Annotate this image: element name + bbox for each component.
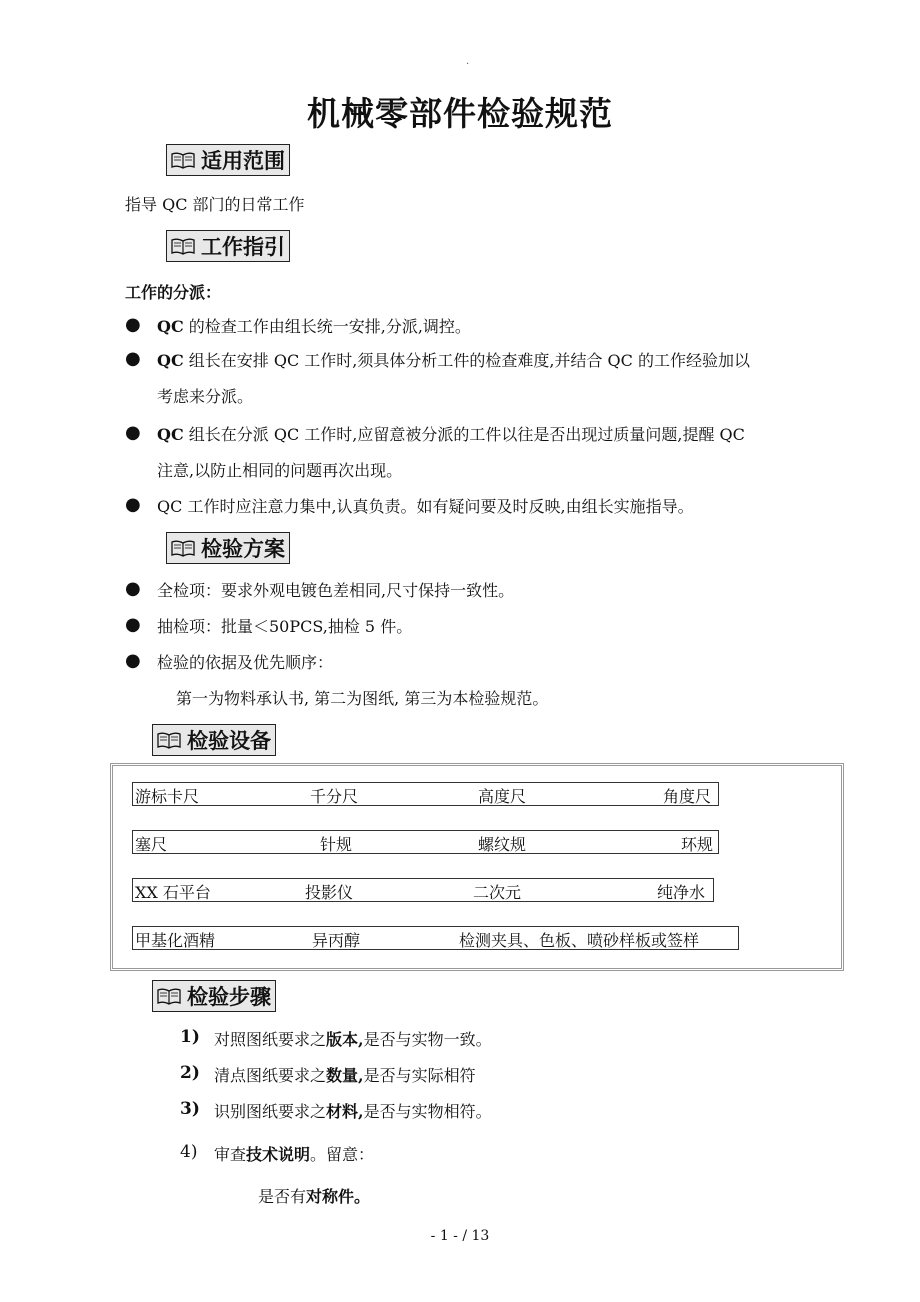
section-heading-steps — [152, 980, 276, 1012]
book-icon — [157, 731, 181, 749]
step-text: 。留意： — [310, 1145, 375, 1164]
bullet-text: 的检查工作由组长统一安排,分派,调控。 — [183, 317, 471, 336]
equipment-item: 螺纹规 — [478, 835, 527, 854]
book-icon — [157, 987, 181, 1005]
equipment-item: 塞尺 — [135, 835, 168, 854]
equipment-row — [132, 782, 719, 806]
bullet-icon: ● — [125, 314, 141, 335]
step-item — [180, 1099, 492, 1122]
equipment-item: 千分尺 — [310, 787, 359, 806]
section-heading-label: 工作指引 — [201, 235, 285, 259]
step-keyword: 材料, — [326, 1102, 364, 1121]
bullet-lead: QC — [157, 425, 184, 444]
equipment-item: 甲基化酒精 — [135, 931, 216, 950]
section-heading-equipment — [152, 724, 276, 756]
step-number: 2) — [180, 1063, 200, 1083]
step-text: 审查 — [214, 1145, 247, 1164]
list-item — [125, 494, 845, 517]
bullet-text: 检验的依据及优先顺序： — [157, 653, 334, 672]
bullet-icon: ● — [125, 494, 141, 515]
step-text: 对照图纸要求之 — [214, 1030, 327, 1049]
section-heading-label: 检验步骤 — [187, 985, 271, 1009]
section-heading-scope — [166, 144, 290, 176]
bullet-icon: ● — [125, 422, 141, 443]
guide-subheading: 工作的分派： — [125, 283, 222, 302]
step-text: 清点图纸要求之 — [214, 1066, 327, 1085]
step-text: 是否有 — [258, 1187, 307, 1206]
equipment-item: 检测夹具、色板、喷砂样板或签样 — [459, 931, 700, 950]
equipment-row — [132, 926, 739, 950]
equipment-item: 二次元 — [473, 883, 522, 902]
page-title: 机械零部件检验规范 — [307, 94, 613, 133]
step-number: 4) — [180, 1142, 198, 1162]
header-mark: . — [466, 56, 470, 67]
bullet-icon: ● — [125, 650, 141, 671]
section-heading-label: 检验设备 — [187, 729, 271, 753]
step-item — [180, 1063, 476, 1086]
section-heading-label: 适用范围 — [201, 149, 285, 173]
equipment-row — [132, 878, 714, 902]
list-item — [125, 348, 845, 371]
equipment-item: 角度尺 — [663, 787, 712, 806]
step-item — [180, 1027, 492, 1050]
bullet-icon: ● — [125, 348, 141, 369]
bullet-lead: QC — [157, 317, 184, 336]
list-item — [125, 650, 845, 673]
bullet-text: 抽检项：批量＜50PCS,抽检 5 件。 — [157, 617, 413, 636]
step-text: 识别图纸要求之 — [214, 1102, 327, 1121]
equipment-item: 纯净水 — [657, 883, 706, 902]
section-heading-guide — [166, 230, 290, 262]
step-text: 是否与实物一致。 — [363, 1030, 492, 1049]
bullet-continuation: 考虑来分派。 — [157, 387, 254, 406]
step-subitem — [258, 1184, 370, 1207]
list-item — [125, 422, 845, 445]
section-heading-plan — [166, 532, 290, 564]
plan-note: 第一为物料承认书, 第二为图纸, 第三为本检验规范。 — [176, 689, 549, 708]
step-number: 3) — [180, 1099, 200, 1119]
equipment-item: 游标卡尺 — [135, 787, 200, 806]
bullet-text: 全检项：要求外观电镀色差相同,尺寸保持一致性。 — [157, 581, 515, 600]
list-item — [125, 578, 845, 601]
step-number: 1) — [180, 1027, 200, 1047]
bullet-lead: QC — [157, 351, 184, 370]
step-keyword: 版本, — [326, 1030, 364, 1049]
step-text: 是否与实际相符 — [363, 1066, 476, 1085]
equipment-item: 针规 — [320, 835, 353, 854]
bullet-icon: ● — [125, 578, 141, 599]
book-icon — [171, 237, 195, 255]
step-keyword: 对称件。 — [306, 1187, 371, 1206]
bullet-icon: ● — [125, 614, 141, 635]
book-icon — [171, 539, 195, 557]
step-keyword: 技术说明 — [246, 1145, 311, 1164]
bullet-text: QC 工作时应注意力集中,认真负责。如有疑问要及时反映,由组长实施指导。 — [157, 497, 694, 516]
page-footer: - 1 - / 13 — [430, 1228, 490, 1244]
scope-text: 指导 QC 部门的日常工作 — [125, 195, 305, 214]
equipment-item: 投影仪 — [305, 883, 354, 902]
equipment-item: 环规 — [681, 835, 714, 854]
list-item — [125, 614, 845, 637]
equipment-item: 高度尺 — [478, 787, 527, 806]
step-text: 是否与实物相符。 — [363, 1102, 492, 1121]
equipment-item: 异丙醇 — [312, 931, 361, 950]
bullet-continuation: 注意,以防止相同的问题再次出现。 — [157, 461, 403, 480]
bullet-text: 组长在安排 QC 工作时,须具体分析工件的检查难度,并结合 QC 的工作经验加以 — [183, 351, 750, 370]
book-icon — [171, 151, 195, 169]
section-heading-label: 检验方案 — [201, 537, 285, 561]
list-item — [125, 314, 845, 337]
equipment-item: XX 石平台 — [135, 883, 211, 902]
step-keyword: 数量, — [326, 1066, 364, 1085]
step-item — [180, 1142, 374, 1165]
equipment-row — [132, 830, 719, 854]
bullet-text: 组长在分派 QC 工作时,应留意被分派的工件以往是否出现过质量问题,提醒 QC — [183, 425, 745, 444]
